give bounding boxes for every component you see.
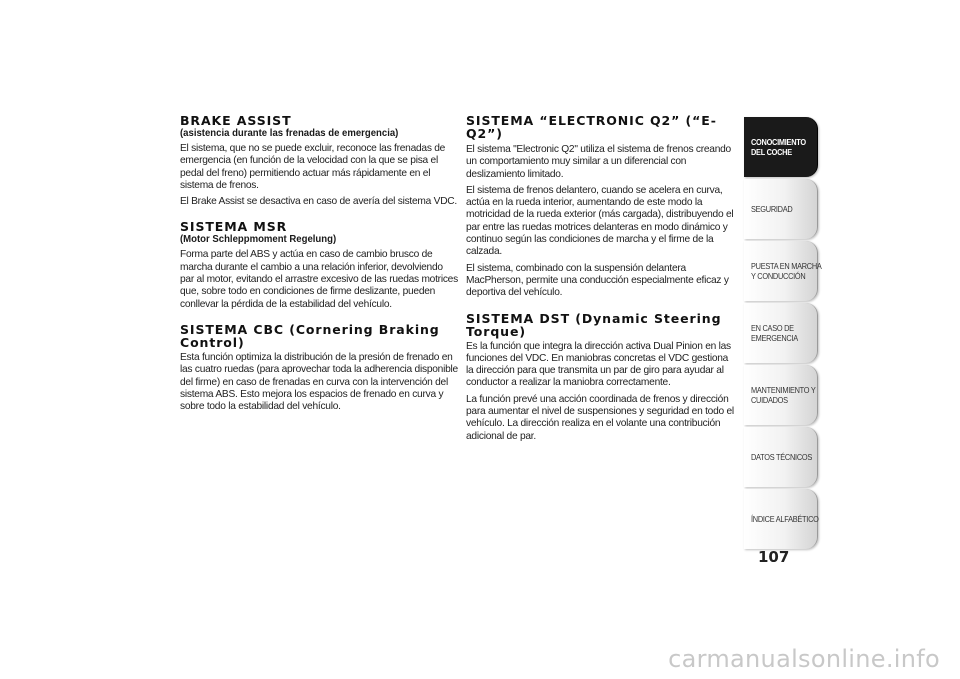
paragraph: El sistema de frenos delantero, cuando se acelera en curva, actúa en la rueda interior, aumentando de este modo la motricidad de la rueda exterior (más cargada), distribuyendo el par entre las ruedas motrices delanteras en modo dinámico y continuo según las condiciones de marcha y el firme de la calzada.	[466, 184, 734, 258]
right-column	[466, 114, 738, 447]
section-dst	[466, 312, 738, 443]
paragraph: El sistema, que no se puede excluir, reconoce las frenadas de emergencia (en función de la velocidad con la que se pisa el pedal del freno) permitiendo actuar más rápidamente en el sistema de frenos.	[180, 143, 446, 191]
section-cbc	[180, 323, 458, 413]
tab-label: DATOS TÉCNICOS	[751, 452, 813, 462]
section-eq2	[466, 114, 738, 300]
tab-label: SEGURIDAD	[751, 204, 793, 214]
paragraph: El sistema, combinado con la suspensión delantera MacPherson, permite una conducción especialmente eficaz y deportiva del vehículo.	[466, 262, 729, 299]
section-brake-assist	[180, 114, 458, 208]
section-title: SISTEMA MSR	[180, 219, 288, 235]
page-number: 107	[758, 548, 790, 566]
tab-label: ÍNDICE ALFABÉTICO	[751, 514, 819, 524]
tab-label: MANTENIMIENTO Y CUIDADOS	[751, 385, 816, 405]
tab-seguridad[interactable]	[744, 179, 818, 239]
section-title: BRAKE ASSIST	[180, 113, 292, 128]
tab-label: EN CASO DE EMERGENCIA	[751, 323, 798, 343]
paragraph: La función prevé una acción coordinada de frenos y dirección para aumentar el nivel de suspensiones y seguridad en todo el vehículo. La dirección realiza en el volante una contribución adicional de par.	[466, 393, 734, 442]
tab-label: CONOCIMIENTO DEL COCHE	[751, 137, 806, 157]
tab-en-caso-de-emergencia[interactable]	[744, 303, 818, 363]
paragraph: El Brake Assist se desactiva en caso de avería del sistema VDC.	[180, 196, 457, 208]
paragraph: El sistema "Electronic Q2" utiliza el sistema de frenos creando un comportamiento muy similar a un diferencial con deslizamiento limitado.	[466, 144, 731, 180]
paragraph: Esta función optimiza la distribución de la presión de frenado en las cuatro ruedas (para aprovechar toda la adherencia disponible del firme) en caso de frenadas en curva con la intervención del sistema ABS. Esto mejora los espacios de frenado en curva y sobre todo la estabilidad del vehículo.	[180, 351, 458, 413]
tab-puesta-en-marcha[interactable]	[744, 241, 822, 301]
tab-indice-alfabetico[interactable]	[744, 489, 818, 549]
tab-mantenimiento-y-cuidados[interactable]	[744, 365, 818, 425]
chapter-tabs	[744, 117, 822, 551]
watermark: carmanualsonline.info	[668, 645, 940, 673]
section-subtitle: (Motor Schleppmoment Regelung)	[180, 234, 337, 246]
tab-datos-tecnicos[interactable]	[744, 427, 818, 487]
section-title: SISTEMA “ELECTRONIC Q2” (“E-Q2”)	[466, 113, 717, 141]
paragraph: Es la función que integra la dirección activa Dual Pinion en las funciones del VDC. En maniobras concretas el VDC gestiona la dirección para que transmita un par de giro para ayudar al conductor a realizar la maniobra correctamente.	[466, 340, 731, 389]
section-msr	[180, 220, 458, 310]
section-title: SISTEMA DST (Dynamic Steering Torque)	[466, 310, 722, 339]
left-column	[180, 114, 458, 417]
section-subtitle: (asistencia durante las frenadas de emergencia)	[180, 128, 399, 139]
tab-conocimiento-del-coche[interactable]	[744, 117, 818, 177]
paragraph: Forma parte del ABS y actúa en caso de cambio brusco de marcha durante el cambio a una relación inferior, devolviendo par al motor, evitando el arrastre excesivo de las ruedas motrices que, sobre todo en condiciones de firme deslizante, pueden conllevar la pérdida de la estabilidad del vehículo.	[180, 249, 458, 310]
section-title: SISTEMA CBC (Cornering Braking Control)	[180, 321, 440, 350]
tab-label: PUESTA EN MARCHA Y CONDUCCIÓN	[751, 261, 822, 281]
